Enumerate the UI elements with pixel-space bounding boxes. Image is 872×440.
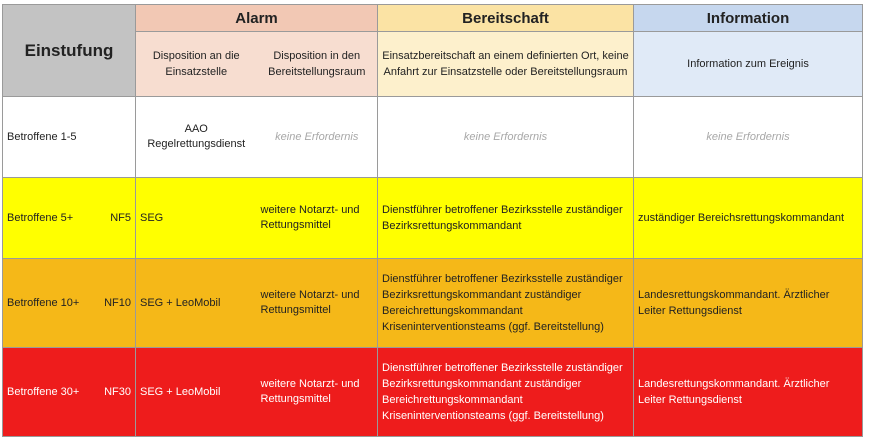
alarm-einsatzstelle: SEG — [140, 212, 164, 224]
bereitschaft-cell — [378, 348, 634, 437]
alarm-cell — [136, 259, 378, 348]
level-label: Betroffene 5+ — [7, 212, 74, 224]
level-label: Betroffene 10+ — [7, 297, 80, 309]
alarm-bereitstellungsraum: keine Erfordernis — [275, 131, 359, 143]
table-row — [3, 259, 863, 348]
alarm-cell — [136, 348, 378, 437]
level-cell — [3, 178, 136, 259]
alarm-cell — [136, 97, 378, 178]
alarm-bereitstellungsraum: weitere Notarzt- und Rettungsmittel — [260, 204, 360, 231]
table-row — [3, 348, 863, 437]
information-cell — [634, 178, 863, 259]
header-bereitschaft: Bereitschaft — [378, 5, 634, 32]
bereitschaft-cell — [378, 178, 634, 259]
level-cell — [3, 348, 136, 437]
information-text: zuständiger Bereichsrettungskommandant — [638, 212, 845, 224]
information-cell — [634, 348, 863, 437]
alarm-sub-einsatzstelle: Disposition an die Einsatzstelle — [152, 50, 240, 78]
bereitschaft-sub-text: Einsatzbereitschaft an einem definierten Ort, keine Anfahrt zur Einsatzstelle oder Bereitstellungsraum — [382, 50, 629, 78]
alarm-subheader — [136, 32, 378, 97]
classification-table — [2, 4, 863, 437]
level-cell — [3, 259, 136, 348]
alarm-einsatzstelle: AAO Regelrettungsdienst — [147, 123, 246, 150]
alarm-sub-bereitstellungsraum: Disposition in den Bereitstellungsraum — [268, 50, 366, 78]
table-row — [3, 97, 863, 178]
information-cell — [634, 259, 863, 348]
level-label: Betroffene 1-5 — [7, 131, 77, 143]
level-code: NF5 — [110, 212, 131, 224]
bereitschaft-text: Dienstführer betroffener Bezirksstelle zuständiger Bezirksrettungskommandant — [382, 204, 623, 232]
alarm-bereitstellungsraum: weitere Notarzt- und Rettungsmittel — [260, 289, 360, 316]
information-text: Landesrettungskommandant. Ärztlicher Leiter Rettungsdienst — [638, 289, 830, 317]
alarm-cell — [136, 178, 378, 259]
header-information: Information — [634, 5, 863, 32]
alarm-einsatzstelle: SEG + LeoMobil — [140, 297, 221, 309]
information-sub-text: Information zum Ereignis — [687, 58, 809, 70]
level-cell — [3, 97, 136, 178]
bereitschaft-text: Dienstführer betroffener Bezirksstelle zuständiger Bezirksrettungskommandant zuständiger Bereichrettungskommandant Kriseninterventionsteams (ggf. Bereitstellung) — [382, 362, 623, 422]
level-code: NF10 — [104, 297, 131, 309]
alarm-bereitstellungsraum: weitere Notarzt- und Rettungsmittel — [260, 378, 360, 405]
header-alarm: Alarm — [136, 5, 378, 32]
information-subheader — [634, 32, 863, 97]
bereitschaft-cell: keine Erfordernis — [378, 97, 634, 178]
level-label: Betroffene 30+ — [7, 386, 80, 398]
header-einstufung: Einstufung — [3, 5, 136, 97]
bereitschaft-text: Dienstführer betroffener Bezirksstelle zuständiger Bezirksrettungskommandant zuständiger Bereichrettungskommandant Kriseninterventionsteams (ggf. Bereitstellung) — [382, 273, 623, 333]
alarm-einsatzstelle: SEG + LeoMobil — [140, 386, 221, 398]
bereitschaft-cell — [378, 259, 634, 348]
information-cell: keine Erfordernis — [634, 97, 863, 178]
information-text: Landesrettungskommandant. Ärztlicher Leiter Rettungsdienst — [638, 378, 830, 406]
table-row — [3, 178, 863, 259]
level-code: NF30 — [104, 386, 131, 398]
bereitschaft-subheader — [378, 32, 634, 97]
